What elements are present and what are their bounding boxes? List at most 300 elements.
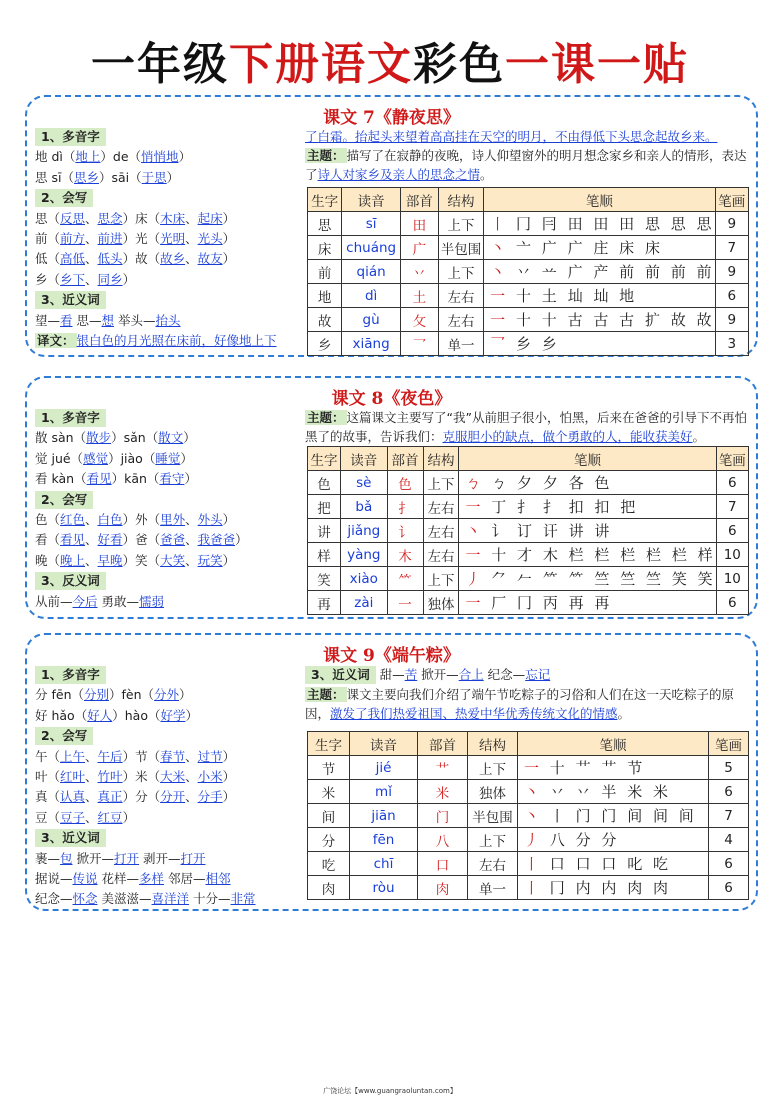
word-line <box>35 249 320 269</box>
word-line <box>35 229 320 249</box>
radical-cell: 乛 <box>400 332 438 356</box>
plain-text: 思（ <box>35 210 61 226</box>
theme-text: 这篇课文主要写了“我”从前胆子很小，怕黑，后来在爸爸的引导下不再怕黑了的故事，告诉我们： <box>305 410 747 444</box>
stroke-count-cell: 5 <box>709 756 749 780</box>
plain-text: ）分（ <box>122 789 161 805</box>
char-cell: 样 <box>308 543 341 567</box>
plain-text: ） <box>222 748 236 764</box>
column-header: 笔顺 <box>459 447 716 471</box>
stroke-step: 丶 <box>465 522 484 540</box>
word-line <box>35 510 320 530</box>
plain-text: 思 sī（ <box>35 169 74 185</box>
table-row <box>308 260 749 284</box>
stroke-step: 栏 <box>568 546 587 564</box>
structure-cell: 上下 <box>438 212 483 236</box>
stroke-step: 讲 <box>568 522 587 540</box>
vocab-word: 相邻 <box>205 871 231 887</box>
radical-cell: 田 <box>400 212 438 236</box>
plain-text: 纪念— <box>483 667 526 682</box>
plain-text: 晚（ <box>35 552 61 568</box>
theme-highlight: 激发了我们热爱祖国、热爱中华优秀传统文化的情感 <box>330 706 618 721</box>
pinyin-cell: jiǎng <box>341 519 388 543</box>
table-row <box>308 567 749 591</box>
stroke-order-cell <box>459 471 716 495</box>
section-heading: 2、会写 <box>35 491 93 509</box>
plain-text: 甜— <box>375 667 405 682</box>
radical-cell: 扌 <box>387 495 423 519</box>
stroke-step: 床 <box>619 239 638 257</box>
vocab-word: 乡下 <box>60 271 86 287</box>
plain-text: 真（ <box>35 789 61 805</box>
lesson-card-8 <box>25 376 758 619</box>
radical-cell: 口 <box>418 852 468 876</box>
vocab-word: 小米 <box>197 769 223 785</box>
plain-text: 、 <box>185 748 198 764</box>
column-header: 笔顺 <box>518 732 709 756</box>
word-line <box>35 270 320 290</box>
stroke-step: 冂 <box>549 879 568 897</box>
stroke-step: ⺈ <box>491 570 510 588</box>
vocab-word: 早晚 <box>97 552 123 568</box>
stroke-step: 扌 <box>517 498 536 516</box>
plain-text: 剥开— <box>139 850 181 866</box>
vocab-word: 竹叶 <box>97 769 123 785</box>
stroke-step: 扌 <box>542 498 561 516</box>
plain-text: ） <box>183 430 196 446</box>
word-line <box>35 209 320 229</box>
lesson-right-column <box>305 127 755 184</box>
structure-cell: 单一 <box>438 332 483 356</box>
plain-text: 花样— <box>97 871 140 887</box>
stroke-step: 丶 <box>524 807 543 825</box>
stroke-order-cell <box>484 212 715 236</box>
stroke-step: 一 <box>465 594 484 612</box>
stroke-step: 冂 <box>517 594 536 612</box>
stroke-order-cell <box>518 804 709 828</box>
plain-text: 裹— <box>35 850 61 866</box>
vocab-word: 白色 <box>97 512 123 528</box>
stroke-step: 口 <box>601 855 620 873</box>
word-line <box>35 551 320 571</box>
section-heading: 3、近义词 <box>35 829 106 847</box>
plain-text: ）jiào（ <box>108 450 156 466</box>
stroke-count-cell: 6 <box>716 471 748 495</box>
plain-text: 纪念— <box>35 891 73 907</box>
stroke-order-cell <box>459 567 716 591</box>
title-part-1: 一年级 <box>91 39 229 90</box>
stroke-order-cell <box>459 519 716 543</box>
column-header: 结构 <box>468 732 518 756</box>
stroke-step: 床 <box>644 239 663 257</box>
table-header-row <box>308 732 749 756</box>
stroke-step: 艹 <box>601 759 620 777</box>
vocab-word: 前进 <box>97 231 123 247</box>
lesson-title: 课文 8《夜色》 <box>331 389 452 409</box>
stroke-step: 笑 <box>671 570 690 588</box>
plain-text: 、 <box>85 532 98 548</box>
plain-text: 、 <box>85 769 98 785</box>
stroke-count-cell: 7 <box>716 495 748 519</box>
stroke-step: 吃 <box>652 855 671 873</box>
structure-cell: 独体 <box>468 780 518 804</box>
plain-text: 散 sàn（ <box>35 430 87 446</box>
stroke-step: 米 <box>652 783 671 801</box>
stroke-step: 丶 <box>524 783 543 801</box>
plain-text: 觉 jué（ <box>35 450 84 466</box>
plain-text: ）fèn（ <box>109 687 155 703</box>
stroke-step: 思 <box>696 215 715 233</box>
theme-highlight: 诗人对家乡及亲人的思念之情 <box>317 167 481 182</box>
word-line <box>35 869 320 889</box>
plain-text: 、 <box>185 512 198 528</box>
vocab-word: 多样 <box>139 871 165 887</box>
stroke-order-cell <box>459 591 716 615</box>
stroke-step: 丷 <box>515 263 534 281</box>
vocab-word: 反思 <box>60 210 86 226</box>
vocab-word: 上午 <box>60 748 86 764</box>
stroke-step: 亠 <box>515 239 534 257</box>
stroke-step: 口 <box>575 855 594 873</box>
theme-highlight: 克服胆小的缺点，做个勇敢的人，能收获美好 <box>442 429 693 444</box>
stroke-step: 口 <box>549 855 568 873</box>
plain-text: ） <box>178 149 192 165</box>
stroke-step: 一 <box>490 287 509 305</box>
stroke-step: 厂 <box>491 594 510 612</box>
vocab-word: 喜洋洋 <box>151 891 190 907</box>
table-row <box>308 519 749 543</box>
stroke-step: 十 <box>541 311 560 329</box>
stroke-step: 十 <box>549 759 568 777</box>
stroke-step: 丨 <box>549 807 568 825</box>
table-row <box>308 591 749 615</box>
plain-text: ）爸（ <box>122 532 161 548</box>
lesson-title: 课文 9《端午粽》 <box>323 646 460 666</box>
radical-cell: 肉 <box>418 876 468 900</box>
plain-text: 、 <box>185 769 198 785</box>
vocab-word: 低头 <box>97 251 123 267</box>
plain-text: 前（ <box>35 231 61 247</box>
translation-label: 译文： <box>37 333 75 349</box>
theme-label: 主题： <box>307 410 345 425</box>
stroke-count-cell: 3 <box>715 332 748 356</box>
stroke-step: 叱 <box>627 855 646 873</box>
vocab-word: 红叶 <box>60 769 86 785</box>
vocab-word: 忘记 <box>525 667 551 682</box>
radical-cell: 丷 <box>400 260 438 284</box>
pinyin-cell: ròu <box>350 876 418 900</box>
stroke-order-cell <box>518 852 709 876</box>
vocab-word: 春节 <box>160 748 186 764</box>
stroke-step: 扣 <box>568 498 587 516</box>
translation-text: 银白色的月光照在床前，好像地上下 <box>76 333 277 349</box>
vocab-word: 传说 <box>72 871 98 887</box>
table-row <box>308 852 749 876</box>
stroke-count-cell: 10 <box>716 543 748 567</box>
stroke-step: 样 <box>697 546 716 564</box>
stroke-order-cell <box>518 828 709 852</box>
structure-cell: 左右 <box>423 543 459 567</box>
section-heading: 3、反义词 <box>35 572 106 590</box>
plain-text: 豆（ <box>35 809 61 825</box>
stroke-step: 肉 <box>627 879 646 897</box>
stroke-step: 栏 <box>620 546 639 564</box>
radical-cell: 艹 <box>418 756 468 780</box>
column-header: 读音 <box>341 447 388 471</box>
plain-text: ） <box>122 271 136 287</box>
column-header: 部首 <box>400 188 438 212</box>
vocab-word: 散步 <box>86 430 112 446</box>
stroke-count-cell: 4 <box>709 828 749 852</box>
section-heading: 1、多音字 <box>35 409 106 427</box>
stroke-order-cell <box>459 495 716 519</box>
word-line <box>35 428 320 448</box>
vocab-word: 认真 <box>60 789 86 805</box>
stroke-step: 竺 <box>594 570 613 588</box>
radical-cell: 广 <box>400 236 438 260</box>
column-header: 笔画 <box>715 188 748 212</box>
stroke-step: 产 <box>593 263 612 281</box>
plain-text: 看（ <box>35 532 61 548</box>
stroke-step: 一 <box>524 759 543 777</box>
lesson-left-column <box>35 408 320 612</box>
vocab-word: 非常 <box>230 891 256 907</box>
plain-text: 、 <box>85 512 98 528</box>
title-part-2: 下册语文 <box>229 39 413 90</box>
vocab-word: 光明 <box>160 231 186 247</box>
pinyin-cell: mǐ <box>350 780 418 804</box>
pinyin-cell: bǎ <box>341 495 388 519</box>
stroke-step: 间 <box>627 807 646 825</box>
plain-text: ） <box>180 450 193 466</box>
column-header: 生字 <box>308 447 341 471</box>
structure-cell: 左右 <box>438 308 483 332</box>
stroke-step: 前 <box>696 263 715 281</box>
stroke-step: 把 <box>620 498 639 516</box>
stroke-step: 乡 <box>515 335 534 353</box>
stroke-step: 田 <box>593 215 612 233</box>
vocab-word: 好学 <box>160 707 186 723</box>
stroke-count-cell: 10 <box>716 567 748 591</box>
word-line <box>35 168 320 188</box>
plain-text: ） <box>222 251 236 267</box>
vocab-word: 看见 <box>86 471 112 487</box>
stroke-count-cell: 6 <box>709 876 749 900</box>
plain-text: ）de（ <box>100 149 142 165</box>
stroke-step: 古 <box>567 311 586 329</box>
radical-cell: 木 <box>387 543 423 567</box>
vocab-word: 大笑 <box>160 552 186 568</box>
stroke-step: ⺮ <box>568 570 587 588</box>
column-header: 结构 <box>423 447 459 471</box>
vocab-word: 木床 <box>160 210 186 226</box>
stroke-step: 思 <box>670 215 689 233</box>
char-cell: 思 <box>308 212 342 236</box>
vocab-word: 里外 <box>160 512 186 528</box>
pinyin-cell: jié <box>350 756 418 780</box>
vocab-word: 外头 <box>197 512 223 528</box>
structure-cell: 上下 <box>438 260 483 284</box>
vocab-word: 苦 <box>404 667 418 682</box>
table-row <box>308 308 749 332</box>
vocab-word: 看见 <box>60 532 86 548</box>
structure-cell: 上下 <box>423 567 459 591</box>
stroke-step: 栏 <box>671 546 690 564</box>
column-header: 结构 <box>438 188 483 212</box>
char-cell: 肉 <box>308 876 350 900</box>
stroke-step: 圸 <box>567 287 586 305</box>
pinyin-cell: qián <box>342 260 401 284</box>
stroke-step: 田 <box>619 215 638 233</box>
stroke-count-cell: 6 <box>716 591 748 615</box>
plain-text: ）光（ <box>122 231 161 247</box>
stroke-order-cell <box>459 543 716 567</box>
plain-text: 叶（ <box>35 769 61 785</box>
stroke-order-cell <box>484 332 715 356</box>
stroke-step: 丁 <box>491 498 510 516</box>
plain-text: 分 fēn（ <box>35 687 84 703</box>
stroke-step: 丷 <box>549 783 568 801</box>
vocab-word: 合上 <box>458 667 484 682</box>
stroke-step: ⺮ <box>542 570 561 588</box>
stroke-step: 乛 <box>490 335 509 353</box>
word-line <box>35 311 320 331</box>
plain-text: 、 <box>185 210 198 226</box>
pinyin-cell: sè <box>341 471 388 495</box>
char-cell: 乡 <box>308 332 342 356</box>
char-cell: 间 <box>308 804 350 828</box>
theme-text: 描写了在寂静的夜晚，诗人仰望窗外的明月想念家乡和亲人的情形，表达了 <box>305 148 747 182</box>
plain-text: 、 <box>185 789 198 805</box>
stroke-step: 再 <box>594 594 613 612</box>
plain-text: 、 <box>185 251 198 267</box>
stroke-order-cell <box>518 756 709 780</box>
stroke-step: 讦 <box>542 522 561 540</box>
table-row <box>308 804 749 828</box>
vocab-word: 思念 <box>97 210 123 226</box>
vocab-word: 好看 <box>97 532 123 548</box>
vocab-word: 于思 <box>141 169 167 185</box>
table-row <box>308 828 749 852</box>
vocab-word: 午后 <box>97 748 123 764</box>
plain-text: 、 <box>185 552 198 568</box>
vocab-word: 看守 <box>159 471 185 487</box>
stroke-step: ㄅ <box>491 474 510 492</box>
stroke-table <box>307 187 749 356</box>
plain-text: ） <box>184 471 197 487</box>
pinyin-cell: fēn <box>350 828 418 852</box>
theme-text: 课文主要向我们介绍了端午节吃粽子的习俗和人们在这一天吃粽子的原因， <box>305 687 735 721</box>
char-cell: 床 <box>308 236 342 260</box>
plain-text: ）hào（ <box>112 707 161 723</box>
plain-text: 思— <box>72 312 102 328</box>
stroke-step: 内 <box>575 879 594 897</box>
vocab-word: 同乡 <box>97 271 123 287</box>
word-line <box>35 592 320 612</box>
word-line <box>35 706 320 726</box>
stroke-step: 十 <box>515 287 534 305</box>
structure-cell: 上下 <box>468 756 518 780</box>
plain-text: ） <box>222 231 236 247</box>
stroke-step: 间 <box>652 807 671 825</box>
vocab-word: 包 <box>60 850 73 866</box>
plain-text: 、 <box>85 748 98 764</box>
vocab-word: 高低 <box>60 251 86 267</box>
char-cell: 再 <box>308 591 341 615</box>
stroke-step: 冃 <box>541 215 560 233</box>
radical-cell: ⺮ <box>387 567 423 591</box>
stroke-step: 前 <box>644 263 663 281</box>
stroke-step: 一 <box>465 498 484 516</box>
plain-text: 、 <box>85 210 98 226</box>
stroke-step: 丨 <box>524 855 543 873</box>
vocab-word: 故乡 <box>160 251 186 267</box>
title-part-4: 一课一贴 <box>505 39 689 90</box>
table-row <box>308 332 749 356</box>
vocab-word: 打开 <box>114 850 140 866</box>
stroke-step: 木 <box>542 546 561 564</box>
vocab-word: 想 <box>101 312 115 328</box>
table-row <box>308 471 749 495</box>
vocab-word: 红豆 <box>97 809 123 825</box>
word-line <box>35 685 320 705</box>
stroke-step: 半 <box>601 783 620 801</box>
structure-cell: 半包围 <box>468 804 518 828</box>
char-cell: 故 <box>308 308 342 332</box>
stroke-step: 十 <box>491 546 510 564</box>
structure-cell: 单一 <box>468 876 518 900</box>
plain-text: ）故（ <box>122 251 161 267</box>
radical-cell: 八 <box>418 828 468 852</box>
stroke-step: 𠂉 <box>517 570 536 588</box>
stroke-step: 艹 <box>575 759 594 777</box>
stroke-step: 扩 <box>644 311 663 329</box>
vocab-word: 看 <box>60 312 73 328</box>
stroke-step: 丶 <box>490 239 509 257</box>
lesson-right-column <box>305 408 755 446</box>
radical-cell: 一 <box>387 591 423 615</box>
word-line <box>35 747 320 767</box>
stroke-step: 八 <box>549 831 568 849</box>
stroke-step: 节 <box>627 759 646 777</box>
char-cell: 讲 <box>308 519 341 543</box>
stroke-order-cell <box>484 236 715 260</box>
stroke-step: 讲 <box>594 522 613 540</box>
stroke-step: 笑 <box>697 570 716 588</box>
stroke-step: 再 <box>568 594 587 612</box>
stroke-step: 古 <box>593 311 612 329</box>
column-header: 笔顺 <box>484 188 715 212</box>
plain-text: 掀开— <box>72 850 115 866</box>
word-line <box>35 147 320 167</box>
table-header-row <box>308 188 749 212</box>
word-line <box>35 469 320 489</box>
table-row <box>308 780 749 804</box>
lesson-left-column <box>35 127 320 351</box>
plain-text: ） <box>185 707 198 723</box>
stroke-step: 丿 <box>524 831 543 849</box>
char-cell: 笑 <box>308 567 341 591</box>
stroke-step: 一 <box>490 311 509 329</box>
structure-cell: 左右 <box>468 852 518 876</box>
translation-line <box>35 331 320 351</box>
column-header: 生字 <box>308 188 342 212</box>
plain-text: ） <box>166 169 180 185</box>
structure-cell: 上下 <box>468 828 518 852</box>
column-header: 读音 <box>342 188 401 212</box>
stroke-step: 色 <box>594 474 613 492</box>
plain-text: 举头— <box>114 312 156 328</box>
structure-cell: 独体 <box>423 591 459 615</box>
